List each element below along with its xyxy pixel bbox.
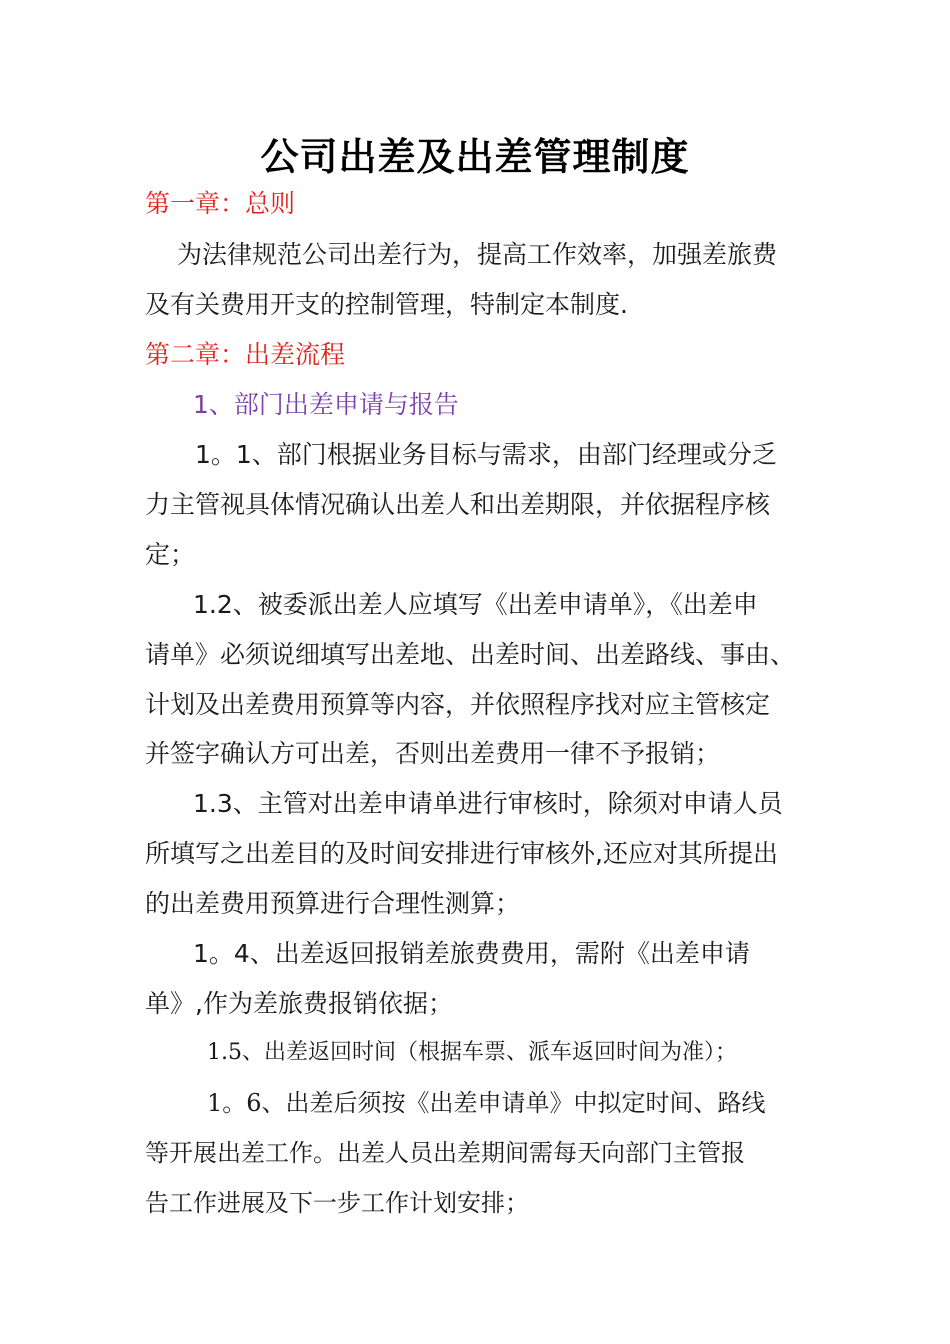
item-1-2-line: 计划及出差费用预算等内容，并依照程序找对应主管核定 <box>145 690 771 719</box>
item-1-1-line: 定； <box>145 540 196 569</box>
item-1-6-line: 等开展出差工作。出差人员出差期间需每天向部门主管报 <box>145 1139 745 1167</box>
section1-heading: 1、部门出差申请与报告 <box>193 390 459 419</box>
item-1-5-line: 1.5、出差返回时间（根据车票、派车返回时间为准）； <box>207 1040 737 1065</box>
item-1-3-line: 所填写之出差目的及时间安排进行审核外,还应对其所提出 <box>145 839 778 868</box>
chapter1-heading: 第一章：总则 <box>145 189 296 218</box>
item-1-2-line: 并签字确认方可出差，否则出差费用一律不予报销； <box>145 739 721 768</box>
item-1-4-line: 单》,作为差旅费报销依据； <box>145 989 453 1018</box>
item-1-6-line: 告工作进展及下一步工作计划安排； <box>145 1189 529 1217</box>
item-1-1-line: 力主管视具体情况确认出差人和出差期限，并依据程序核 <box>145 490 771 519</box>
chapter1-paragraph-line: 及有关费用开支的控制管理，特制定本制度. <box>145 290 628 319</box>
item-1-4-line: 1。4、出差返回报销差旅费费用，需附《出差申请 <box>193 939 750 968</box>
chapter2-heading: 第二章：出差流程 <box>145 340 346 369</box>
item-1-2-line: 1.2、被委派出差人应填写《出差申请单》，《出差申 <box>193 590 758 619</box>
item-1-1-line: 1。1、部门根据业务目标与需求，由部门经理或分乏 <box>195 440 777 469</box>
item-1-3-line: 的出差费用预算进行合理性测算； <box>145 889 521 918</box>
item-1-2-line: 请单》必须说细填写出差地、出差时间、出差路线、事由、 <box>145 640 796 669</box>
item-1-6-line: 1。6、出差后须按《出差申请单》中拟定时间、路线 <box>207 1089 766 1117</box>
chapter1-paragraph-line: 为法律规范公司出差行为，提高工作效率，加强差旅费 <box>177 240 778 269</box>
document-title: 公司出差及出差管理制度 <box>260 134 690 179</box>
item-1-3-line: 1.3、主管对出差申请单进行审核时，除须对申请人员 <box>193 789 783 818</box>
